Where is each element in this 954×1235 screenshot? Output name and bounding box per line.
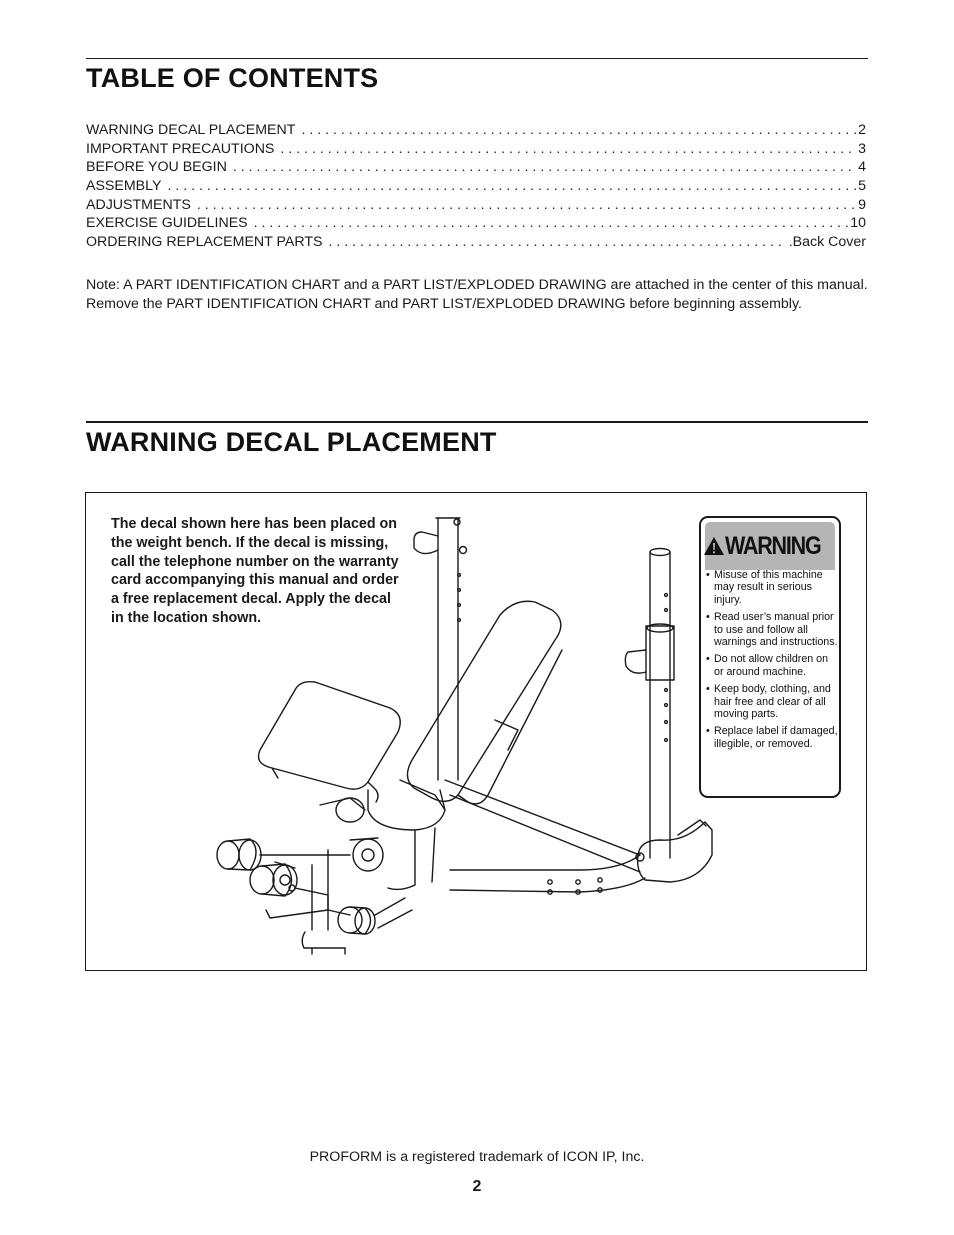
toc-entry-page: 3 (858, 140, 866, 157)
section-rule (86, 421, 868, 423)
toc-leader-dots (280, 141, 856, 157)
toc-entry[interactable] (86, 141, 866, 160)
seat-support (368, 780, 445, 889)
toc-entry-title: EXERCISE GUIDELINES (86, 215, 248, 232)
warning-decal-item: • Keep body, clothing, and hair free and clear of all moving parts. (706, 683, 840, 720)
seat-pad (259, 682, 401, 802)
warning-decal-list (706, 569, 840, 755)
weight-bench-illustration (200, 510, 720, 955)
toc-entry-title: BEFORE YOU BEGIN (86, 159, 227, 176)
toc-entry-title: WARNING DECAL PLACEMENT (86, 122, 296, 138)
toc-leader-dots (167, 178, 856, 194)
back-pad (407, 601, 562, 804)
toc-leader-dots (329, 234, 787, 250)
warning-section-heading: WARNING DECAL PLACEMENT (86, 427, 497, 457)
toc-entry-title: IMPORTANT PRECAUTIONS (86, 140, 275, 157)
toc-leader-dots (233, 159, 856, 175)
base-frame (445, 780, 645, 894)
toc-leader-dots (254, 215, 849, 231)
left-upright (414, 518, 467, 780)
toc-entry-page: 5 (858, 178, 866, 195)
toc-entry-title: ADJUSTMENTS (86, 196, 191, 213)
toc-entry[interactable] (86, 215, 866, 234)
toc-note: Note: A PART IDENTIFICATION CHART and a PART LIST/EXPLODED DRAWING are attached in the center of this manual. Remove the PART IDENTIFICATION CHART and PART LIST/EXPLODED DRAWING before beginning assembly. (86, 277, 868, 312)
page-number: 2 (472, 1178, 482, 1195)
toc-entry-page: 4 (858, 159, 866, 176)
toc-leader-dots (301, 122, 856, 138)
warning-triangle-icon (703, 536, 725, 556)
toc-entry-title: ASSEMBLY (86, 178, 162, 195)
trademark-notice: PROFORM is a registered trademark of ICON IP, Inc. (309, 1149, 645, 1165)
toc-leader-dots (197, 197, 856, 213)
warning-decal-item: • Read user’s manual prior to use and follow all warnings and instructions. (706, 611, 840, 648)
toc-entry-page: .Back Cover (788, 234, 866, 251)
toc-entry[interactable] (86, 234, 866, 253)
warning-decal (699, 516, 841, 798)
warning-decal-item: • Replace label if damaged, illegible, or removed. (706, 725, 840, 750)
toc-entry-page: 10 (850, 215, 866, 232)
warning-decal-title: WARNING (725, 531, 821, 560)
toc-entry-title: ORDERING REPLACEMENT PARTS (86, 234, 323, 251)
warning-decal-header (705, 522, 835, 570)
toc-entry-page: 2 (858, 122, 866, 138)
toc-heading: TABLE OF CONTENTS (86, 63, 379, 93)
leg-developer (217, 798, 412, 954)
toc-entry[interactable] (86, 122, 866, 141)
top-rule (86, 58, 868, 59)
toc-entry[interactable] (86, 178, 866, 197)
toc-entry[interactable] (86, 159, 866, 178)
toc-list (86, 122, 866, 253)
warning-decal-item: • Misuse of this machine may result in serious injury. (706, 569, 840, 606)
warning-decal-item: • Do not allow children on or around machine. (706, 653, 840, 678)
figure-instructions: The decal shown here has been placed on the weight bench. If the decal is missing, call the telephone number on the warranty card accompanying this manual and order a free replacement decal. Apply the decal in the location shown. (111, 516, 399, 626)
toc-entry-page: 9 (858, 196, 866, 213)
toc-entry[interactable] (86, 197, 866, 216)
